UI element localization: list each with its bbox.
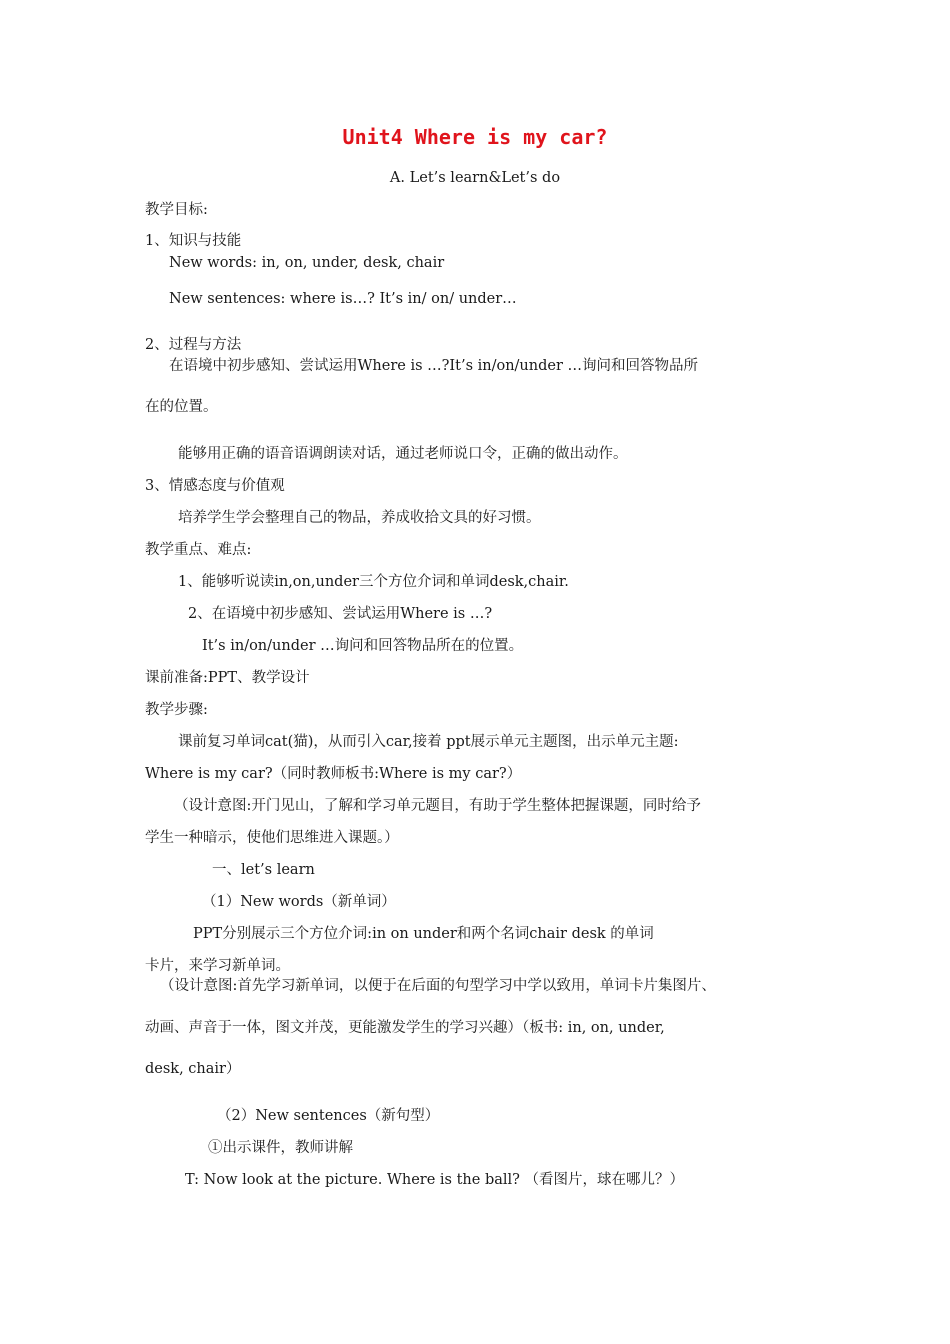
text-line: 能够用正确的语音语调朗读对话，通过老师说口令，正确的做出动作。 <box>178 446 628 462</box>
text-line: 在的位置。 <box>145 399 218 415</box>
text-line: desk, chair） <box>145 1061 241 1077</box>
document-subtitle: A. Let’s learn&Let’s do <box>389 170 561 186</box>
text-line: 3、情感态度与价值观 <box>145 478 285 494</box>
text-line: 课前复习单词cat(猫)，从而引入car,接着 ppt展示单元主题图，出示单元主题: <box>178 734 679 750</box>
document-title: Unit4 Where is my car? <box>342 125 608 149</box>
text-line: T: Now look at the picture. Where is the ball? （看图片，球在哪儿？） <box>185 1172 685 1188</box>
text-line: （设计意图:开门见山，了解和学习单元题目，有助于学生整体把握课题，同时给予 <box>174 798 701 814</box>
text-line: ①出示课件，教师讲解 <box>208 1140 353 1156</box>
text-line: 一、let’s learn <box>212 862 315 878</box>
text-line: 培养学生学会整理自己的物品，养成收拾文具的好习惯。 <box>178 510 541 526</box>
text-line: （2）New sentences（新句型） <box>217 1108 440 1124</box>
text-line: Where is my car?（同时教师板书:Where is my car?） <box>145 766 522 782</box>
text-line: 教学重点、难点: <box>145 542 252 558</box>
text-line: PPT分别展示三个方位介词:in on under和两个名词chair desk 的单词 <box>193 926 654 942</box>
text-line: It’s in/on/under …询问和回答物品所在的位置。 <box>202 638 524 654</box>
text-line: （设计意图:首先学习新单词，以便于在后面的句型学习中学以致用，单词卡片集图片、 <box>160 978 716 994</box>
text-line: 2、过程与方法 <box>145 337 242 353</box>
text-line: New words: in, on, under, desk, chair <box>169 255 445 271</box>
text-line: 学生一种暗示，使他们思维进入课题。） <box>145 830 399 846</box>
text-line: 课前准备:PPT、教学设计 <box>145 670 310 686</box>
text-line: 2、在语境中初步感知、尝试运用Where is …? <box>188 606 493 622</box>
text-line: 1、能够听说读in,on,under三个方位介词和单词desk,chair. <box>178 574 569 590</box>
text-line: 卡片，来学习新单词。 <box>145 958 290 974</box>
text-line: New sentences: where is…? It’s in/ on/ under… <box>169 291 517 307</box>
text-line: 动画、声音于一体，图文并茂，更能激发学生的学习兴趣）（板书: in, on, under, <box>145 1020 665 1036</box>
text-line: 1、知识与技能 <box>145 233 242 249</box>
text-line: （1）New words（新单词） <box>202 894 396 910</box>
text-line: 教学目标: <box>145 202 208 218</box>
text-line: 在语境中初步感知、尝试运用Where is …?It’s in/on/under …询问和回答物品所 <box>169 358 699 374</box>
text-line: 教学步骤: <box>145 702 208 718</box>
